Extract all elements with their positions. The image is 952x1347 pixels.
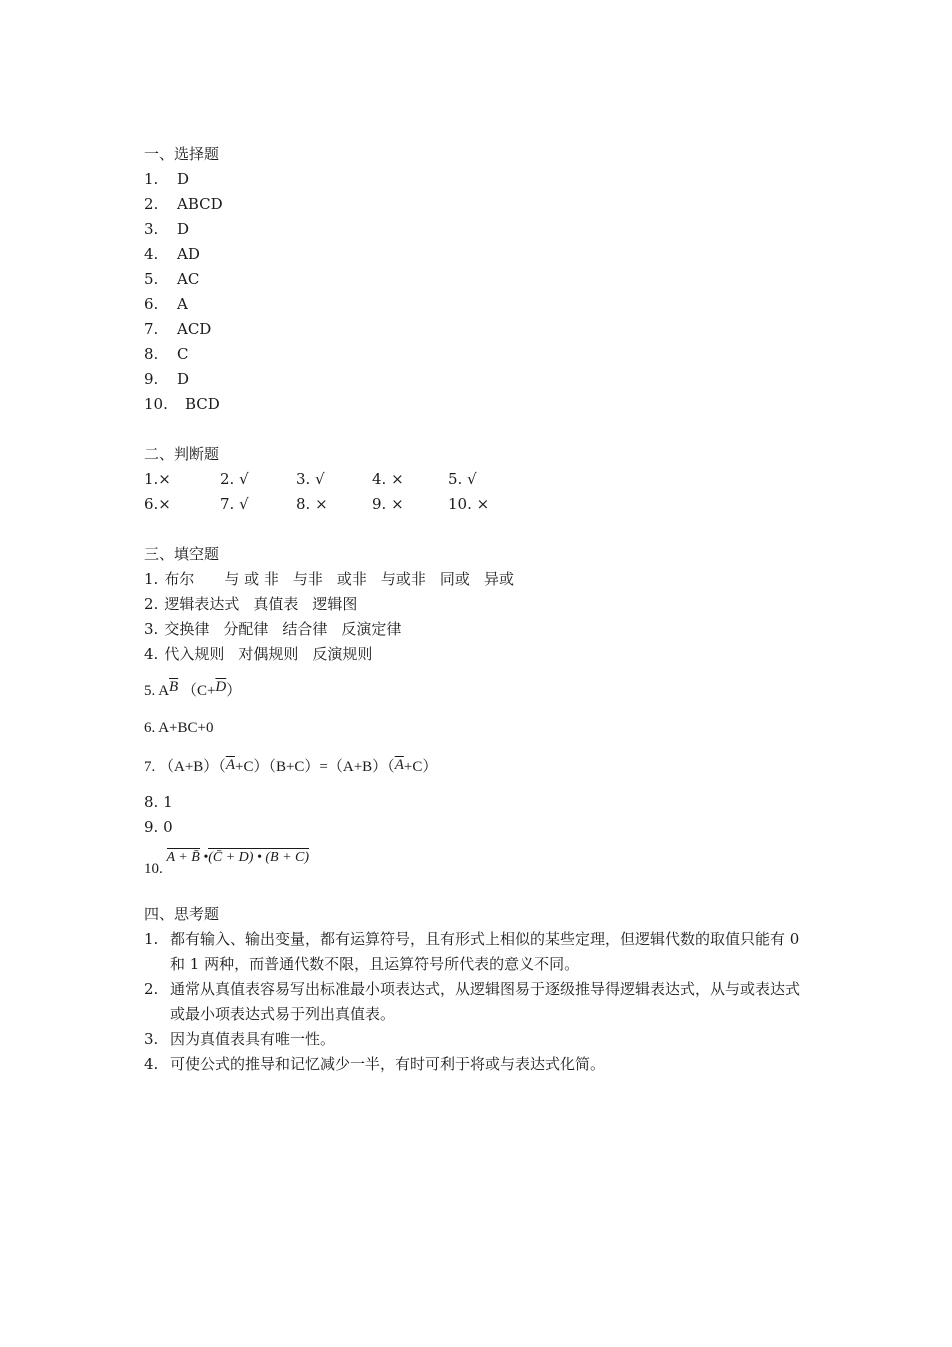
fill-number: 4. (144, 645, 159, 663)
think-answer (144, 1027, 812, 1052)
formula-term: （C+ (181, 683, 216, 699)
fill-part: 真值表 (253, 595, 299, 613)
fill-number: 5. (144, 683, 156, 699)
fill-part: 结合律 (282, 620, 328, 638)
judge-row-1 (144, 467, 824, 492)
think-number: 2. (144, 980, 159, 998)
formula-term: （A+B）（ (159, 759, 226, 775)
formula-negated-term: $\overline{D}$ (215, 679, 227, 695)
think-answer (144, 1052, 812, 1077)
formula-negated-term: $\overline{A}$ (394, 757, 404, 773)
choice-answer: ABCD (177, 195, 223, 213)
fill-part: 逻辑图 (312, 595, 358, 613)
choice-number: 6. (144, 295, 159, 313)
think-text: 因为真值表具有唯一性。 (170, 1030, 336, 1048)
fill-text: 0 (163, 818, 173, 836)
formula-negated-term: $\overline{A}$ (225, 757, 235, 773)
fill-answer-7 (144, 755, 824, 780)
fill-part: 异或 (483, 570, 514, 588)
fill-number: 1. (144, 570, 159, 588)
think-number: 1. (144, 930, 159, 948)
formula-term: +C） (403, 759, 438, 775)
fill-number: 2. (144, 595, 159, 613)
fill-part: 与 或 非 (224, 570, 279, 588)
judge-answer: 9. × (372, 495, 404, 513)
fill-part: 分配律 (223, 620, 269, 638)
fill-number: 9. (144, 818, 159, 836)
choice-answer: C (177, 345, 189, 363)
choice-answer-row (144, 192, 824, 217)
choice-number: 2. (144, 195, 159, 213)
judge-answer: 5. √ (448, 470, 477, 488)
fill-part: 同或 (439, 570, 470, 588)
document-page (144, 142, 824, 1077)
judge-answer: 8. × (296, 495, 328, 513)
think-text: 都有输入、输出变量，都有运算符号，且有形式上相似的某些定理，但逻辑代数的取值只能有 0 和 1 两种，而普通代数不限，且运算符号所代表的意义不同。 (170, 930, 800, 973)
fill-part: 交换律 (164, 620, 210, 638)
fill-part: 反演定律 (341, 620, 402, 638)
judge-answer: 1.× (144, 470, 171, 488)
choice-answer: ACD (177, 320, 212, 338)
formula-right: • (B + C) (256, 850, 310, 865)
section-title-choice: 一、选择题 (144, 145, 220, 163)
choice-answer: D (177, 170, 190, 188)
fill-text: 1 (163, 793, 173, 811)
think-text: 可使公式的推导和记忆减少一半，有时可利于将或与表达式化简。 (170, 1055, 606, 1073)
choice-answer: D (177, 370, 190, 388)
think-number: 3. (144, 1030, 159, 1048)
choice-answer: BCD (185, 395, 220, 413)
choice-answer-row (144, 267, 824, 292)
fill-answer-3 (144, 617, 824, 642)
fill-part: 代入规则 (164, 645, 225, 663)
judge-answer: 3. √ (296, 470, 325, 488)
fill-answer-10 (144, 848, 824, 878)
choice-number: 8. (144, 345, 159, 363)
choice-answer: AC (177, 270, 200, 288)
choice-number: 1. (144, 170, 159, 188)
fill-answer-2 (144, 592, 824, 617)
choice-answer-row (144, 167, 824, 192)
section-title-think: 四、思考题 (144, 905, 220, 923)
formula-mid: (C̄ + D) (208, 850, 254, 865)
fill-answer-8 (144, 790, 824, 815)
formula-overline-expression (167, 850, 310, 865)
formula-negated-term: $\overline{B}$ (169, 679, 179, 695)
choice-answer-row (144, 217, 824, 242)
think-number: 4. (144, 1055, 159, 1073)
choice-number: 9. (144, 370, 159, 388)
fill-part: 布尔 (164, 570, 195, 588)
formula-left: A + B̄ (166, 850, 200, 865)
fill-number: 7. (144, 759, 156, 775)
fill-answer-4 (144, 642, 824, 667)
choice-answer-row (144, 242, 824, 267)
choice-number: 5. (144, 270, 159, 288)
fill-number: 3. (144, 620, 159, 638)
choice-answer: AD (177, 245, 200, 263)
choice-answers-list (144, 167, 824, 417)
fill-answer-6 (144, 716, 824, 741)
fill-answer-9 (144, 815, 824, 840)
section-title-fill: 三、填空题 (144, 545, 220, 563)
formula-term: A (158, 683, 170, 699)
choice-number: 4. (144, 245, 159, 263)
judge-answer: 7. √ (220, 495, 249, 513)
formula-dot: • (203, 850, 209, 865)
choice-answer-row (144, 392, 824, 417)
choice-number: 3. (144, 220, 159, 238)
think-text: 通常从真值表容易写出标准最小项表达式，从逻辑图易于逐级推导得逻辑表达式，从与或表达式或最小项表达式易于列出真值表。 (170, 980, 801, 1023)
choice-answer-row (144, 317, 824, 342)
judge-answer: 6.× (144, 495, 171, 513)
think-answers (144, 927, 812, 1077)
fill-part: 或非 (336, 570, 367, 588)
fill-answer-1 (144, 567, 824, 592)
fill-number: 10. (144, 861, 163, 877)
fill-number: 8. (144, 793, 159, 811)
think-answer (144, 977, 812, 1027)
fill-part: 逻辑表达式 (164, 595, 240, 613)
judge-answer: 4. × (372, 470, 404, 488)
formula-right-group (208, 848, 309, 865)
choice-answer-row (144, 342, 824, 367)
fill-part: 与或非 (380, 570, 426, 588)
choice-answer: A (177, 295, 188, 313)
fill-part: 反演规则 (312, 645, 373, 663)
judge-answer: 10. × (448, 495, 490, 513)
choice-answer-row (144, 367, 824, 392)
fill-part: 对偶规则 (238, 645, 299, 663)
choice-answer: D (177, 220, 190, 238)
formula-text: A+BC+0 (158, 720, 214, 736)
judge-row-2 (144, 492, 824, 517)
fill-part: 与非 (292, 570, 323, 588)
section-title-judge: 二、判断题 (144, 445, 220, 463)
judge-answer: 2. √ (220, 470, 249, 488)
think-answer (144, 927, 812, 977)
fill-answer-5 (144, 679, 824, 704)
choice-number: 10. (144, 395, 168, 413)
choice-number: 7. (144, 320, 159, 338)
formula-term: +C）（B+C）=（A+B）（ (234, 759, 395, 775)
fill-number: 6. (144, 720, 156, 736)
formula-term: ） (226, 683, 242, 699)
choice-answer-row (144, 292, 824, 317)
